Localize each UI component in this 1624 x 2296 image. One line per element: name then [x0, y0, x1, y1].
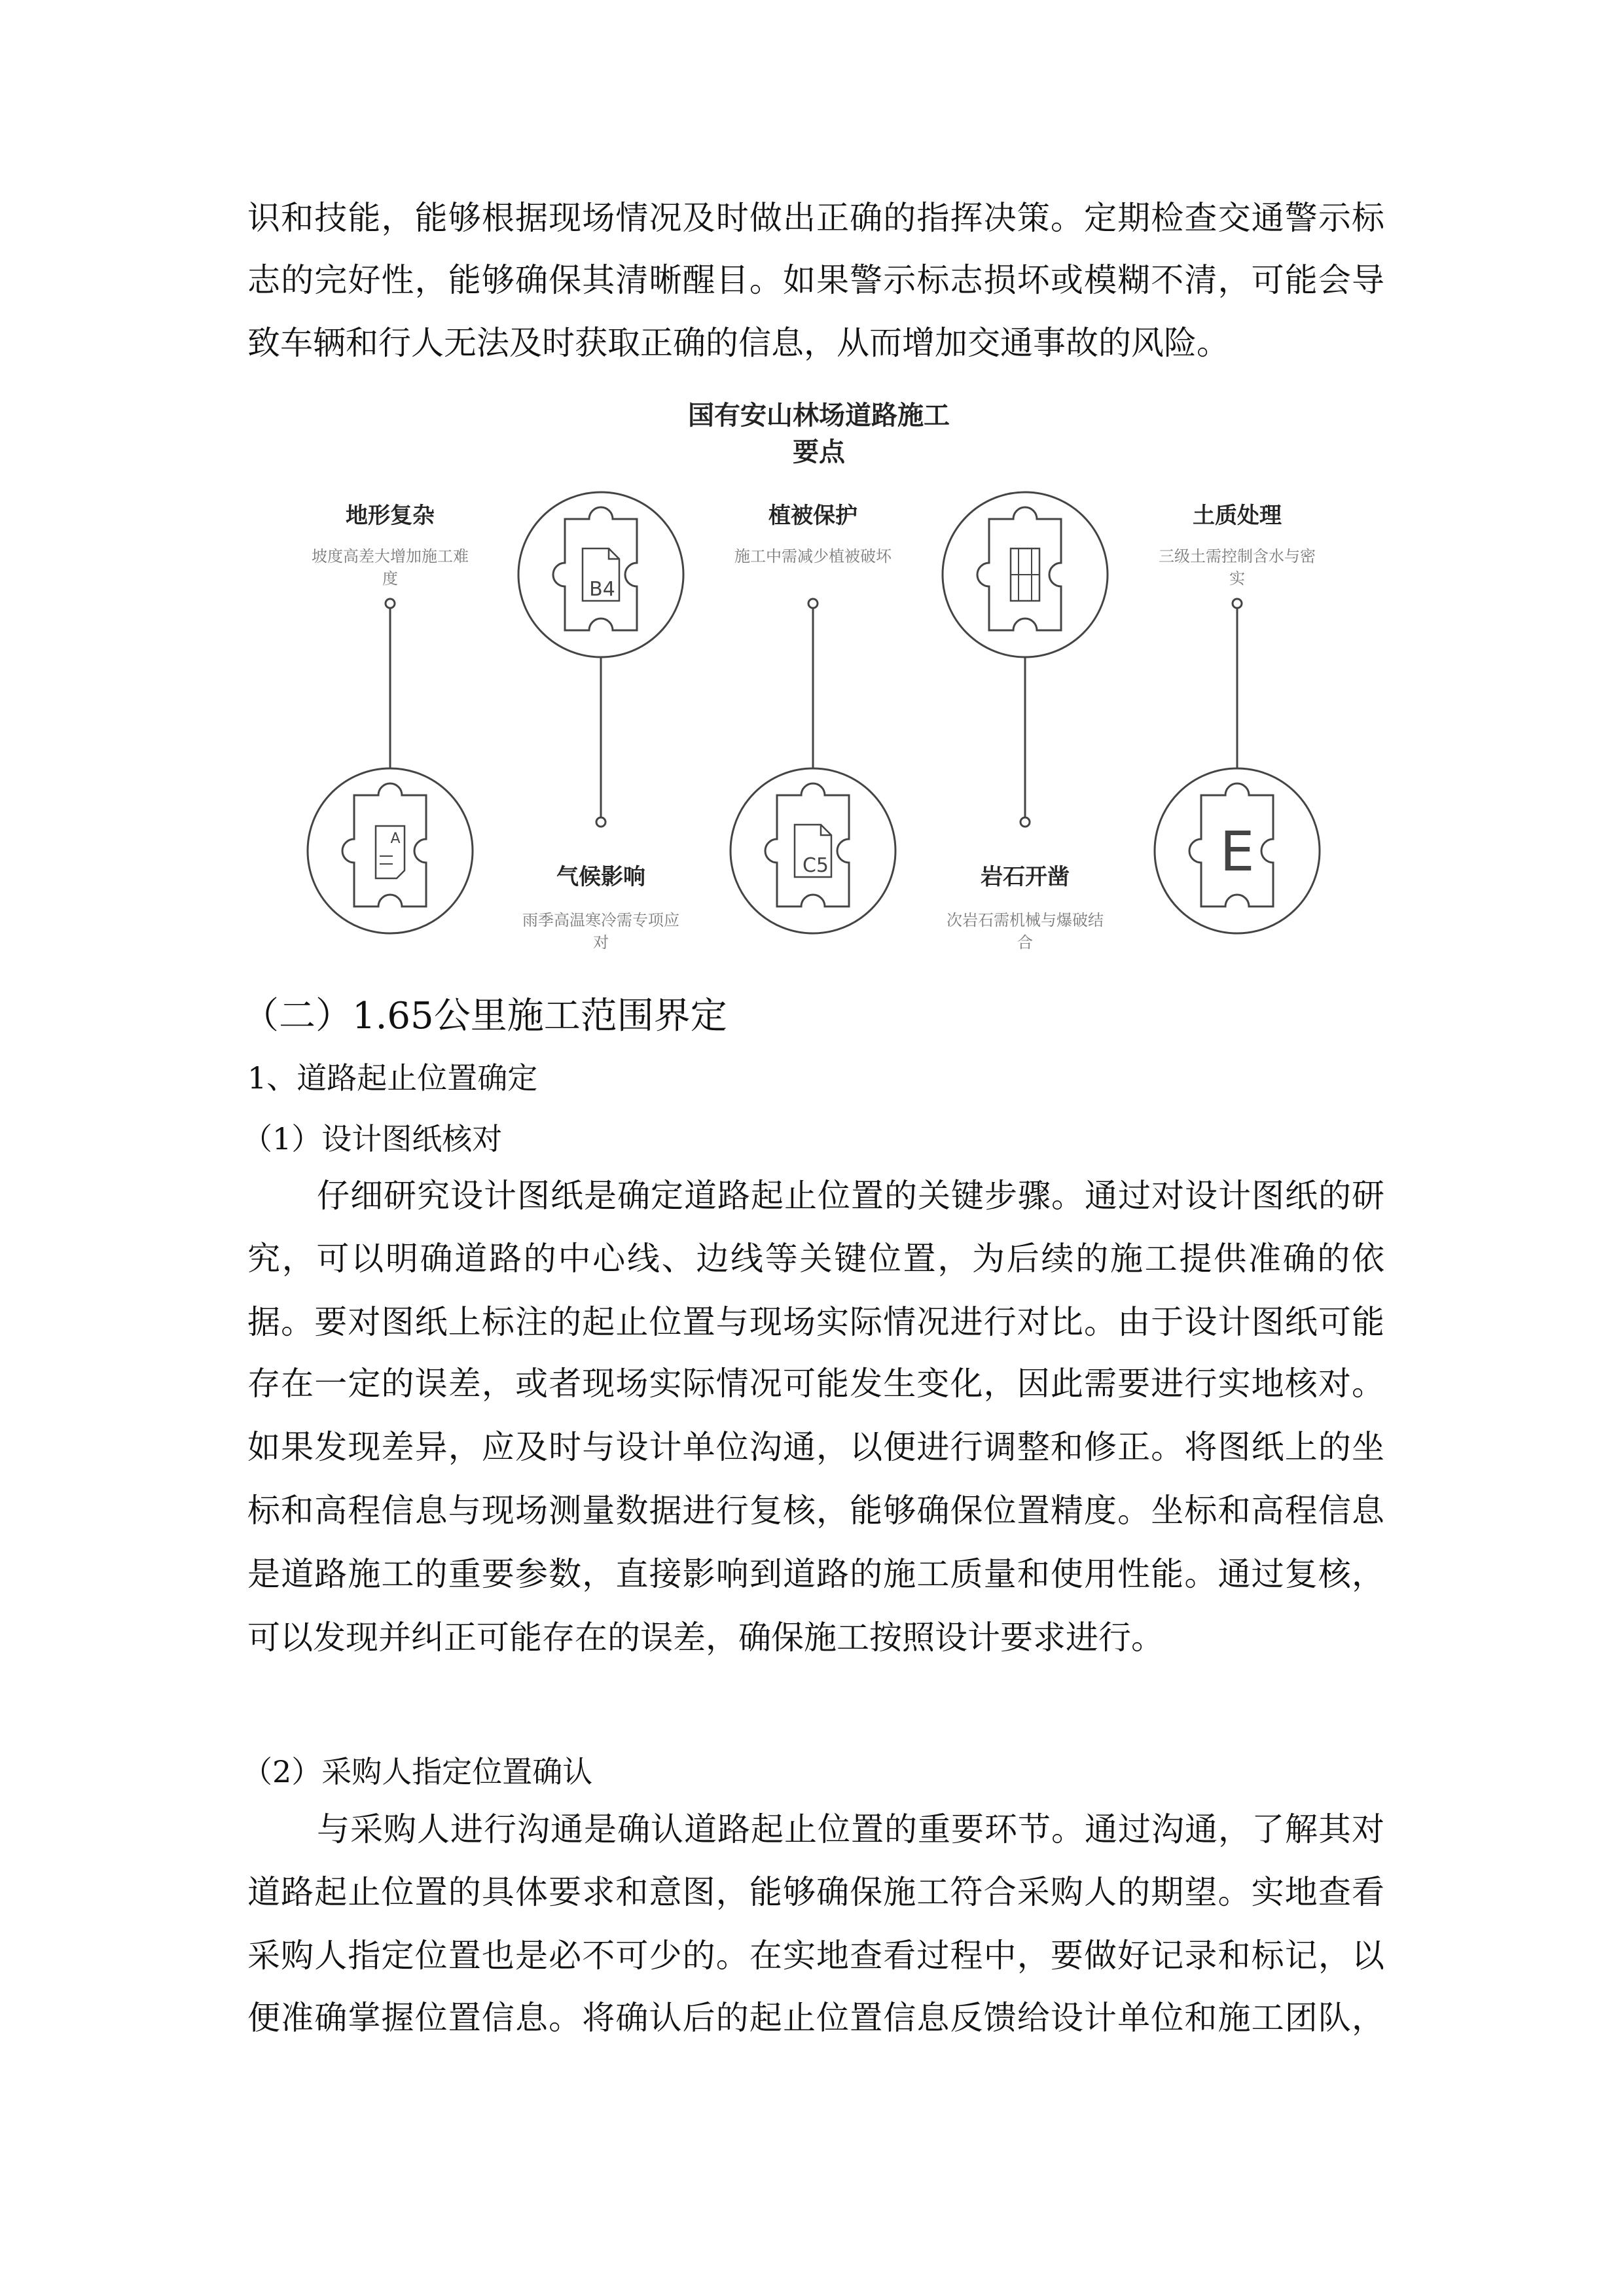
- item-label: 土质处理: [1193, 503, 1282, 529]
- item-desc: 雨季高温寒冷需专项应 对: [522, 911, 679, 952]
- diagram-graphics: [0, 0, 1624, 982]
- puzzle-c5-icon: [731, 768, 895, 933]
- body-line: 道路起止位置的具体要求和意图，能够确保施工符合采购人的期望。实地查看: [247, 1873, 1384, 1911]
- puzzle-a-icon: [308, 768, 473, 933]
- connector-dot: [386, 599, 395, 608]
- diagram-title: 要点: [793, 437, 845, 467]
- item-desc: 次岩石需机械与爆破结 合: [947, 911, 1104, 952]
- item-label: 地形复杂: [346, 503, 435, 529]
- puzzle-b4-icon: [518, 492, 683, 657]
- svg-text:E: E: [1219, 819, 1255, 884]
- item-title: （1）设计图纸核对: [242, 1121, 503, 1157]
- intro-line: 识和技能，能够根据现场情况及时做出正确的指挥决策。定期检查交通警示标: [247, 199, 1384, 237]
- item-desc: 三级土需控制含水与密 实: [1159, 547, 1316, 588]
- item-desc: 施工中需减少植被破坏: [734, 547, 892, 565]
- body-line: 标和高程信息与现场测量数据进行复核，能够确保位置精度。坐标和高程信息: [247, 1492, 1384, 1530]
- item-label: 气候影响: [556, 864, 645, 890]
- connector-dot: [596, 817, 605, 827]
- item-title: （2）采购人指定位置确认: [242, 1754, 593, 1789]
- body-line: 采购人指定位置也是必不可少的。在实地查看过程中，要做好记录和标记，以: [247, 1937, 1384, 1975]
- item-label: 岩石开凿: [981, 864, 1070, 890]
- section-heading: （二）1.65公里施工范围界定: [242, 995, 727, 1037]
- diagram-title: 国有安山林场道路施工: [688, 401, 950, 431]
- body-line: 可以发现并纠正可能存在的误差，确保施工按照设计要求进行。: [247, 1619, 1164, 1657]
- body-line: 仔细研究设计图纸是确定道路起止位置的关键步骤。通过对设计图纸的研: [317, 1177, 1384, 1215]
- intro-line: 致车辆和行人无法及时获取正确的信息，从而增加交通事故的风险。: [247, 324, 1229, 362]
- body-line: 与采购人进行沟通是确认道路起止位置的重要环节。通过沟通，了解其对: [317, 1810, 1384, 1848]
- body-line: 据。要对图纸上标注的起止位置与现场实际情况进行对比。由于设计图纸可能: [247, 1303, 1384, 1341]
- puzzle-e-icon: [1155, 768, 1320, 933]
- svg-text:C5: C5: [802, 854, 829, 877]
- puzzle-grid-icon: [943, 492, 1108, 657]
- connector-dot: [1020, 817, 1030, 827]
- body-line: 是道路施工的重要参数，直接影响到道路的施工质量和使用性能。通过复核，: [247, 1555, 1384, 1593]
- sub-heading: 1、道路起止位置确定: [247, 1060, 538, 1096]
- svg-text:A: A: [390, 831, 401, 847]
- connector-dot: [808, 599, 818, 608]
- intro-line: 志的完好性，能够确保其清晰醒目。如果警示标志损坏或模糊不清，可能会导: [247, 261, 1384, 299]
- body-line: 如果发现差异，应及时与设计单位沟通，以便进行调整和修正。将图纸上的坐: [247, 1428, 1384, 1466]
- body-line: 究，可以明确道路的中心线、边线等关键位置，为后续的施工提供准确的依: [247, 1240, 1384, 1278]
- item-desc: 坡度高差大增加施工难 度: [312, 547, 469, 588]
- body-line: 便准确掌握位置信息。将确认后的起止位置信息反馈给设计单位和施工团队，: [247, 1999, 1384, 2037]
- item-label: 植被保护: [768, 503, 857, 529]
- connector-dot: [1233, 599, 1242, 608]
- body-line: 存在一定的误差，或者现场实际情况可能发生变化，因此需要进行实地核对。: [247, 1365, 1384, 1403]
- svg-text:B4: B4: [589, 578, 615, 601]
